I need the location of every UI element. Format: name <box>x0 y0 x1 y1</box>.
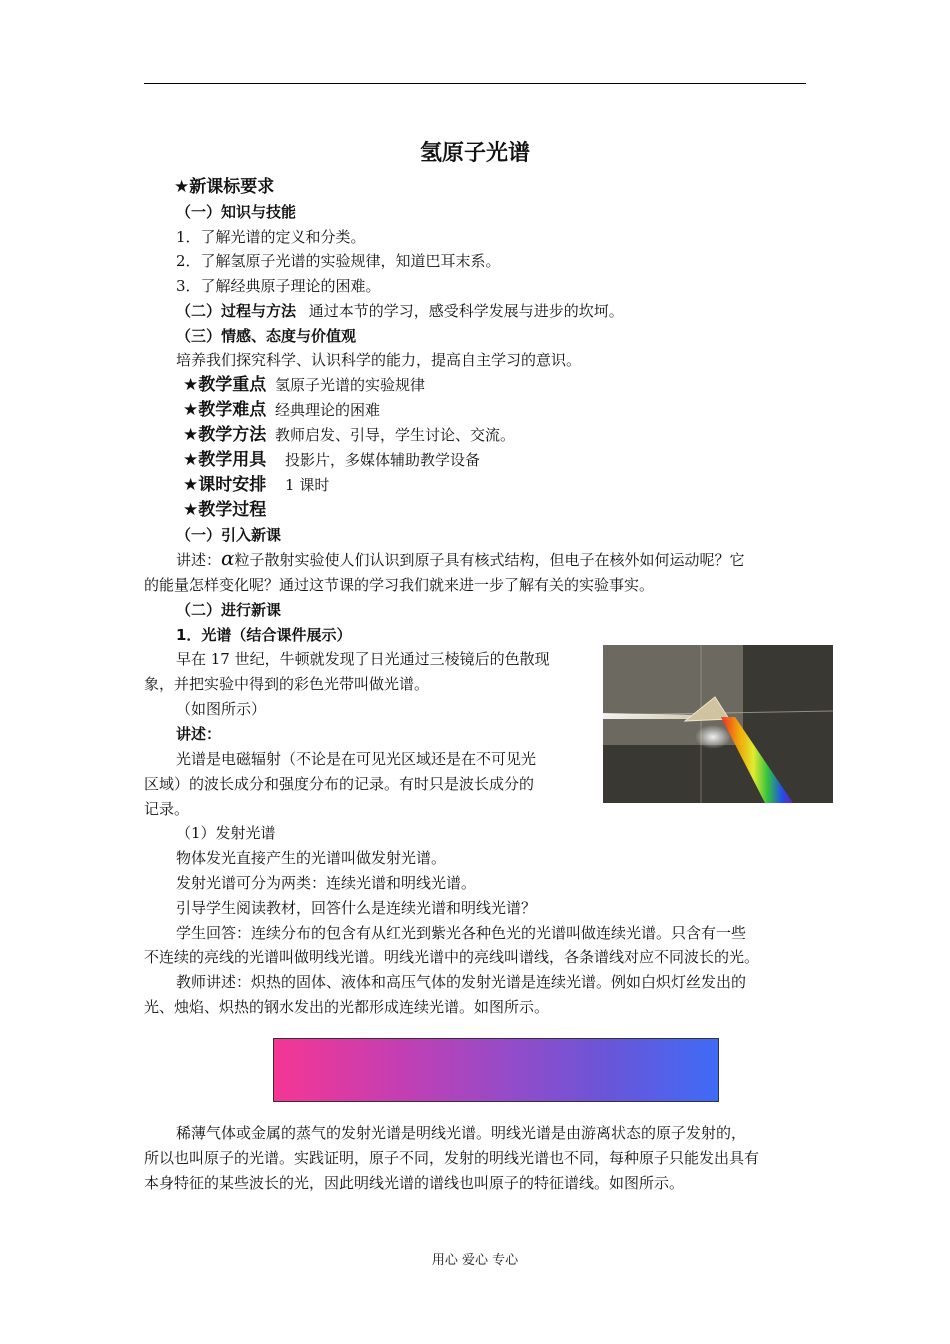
prism-photo <box>603 645 833 803</box>
emission-line-3: 引导学生阅读教材，回答什么是连续光谱和明线光谱？ <box>176 899 537 917</box>
process-text: 通过本节的学习，感受科学发展与进步的坎坷。 <box>308 302 624 320</box>
p1-line-2: 象，并把实验中得到的彩色光带叫做光谱。 <box>144 675 430 693</box>
prism-illustration <box>603 645 833 803</box>
page-footer: 用心 爱心 专心 <box>431 1253 519 1268</box>
method-line <box>183 425 515 445</box>
emission-line-4a: 学生回答：连续分布的包含有从红光到紫光各种色光的光谱叫做连续光谱。只含有一些 <box>176 924 747 942</box>
heading-emotion: （三）情感、态度与价值观 <box>176 327 357 345</box>
knowledge-item-1: 1．了解光谱的定义和分类。 <box>176 228 366 246</box>
intro-pre: 讲述： <box>176 551 222 569</box>
intro-line-2: 的能量怎样变化呢？通过这节课的学习我们就来进一步了解有关的实验事实。 <box>144 576 655 594</box>
knowledge-item-3: 3．了解经典原子理论的困难。 <box>176 277 381 295</box>
emission-line-5b: 光、烛焰、炽热的钢水发出的光都形成连续光谱。如图所示。 <box>144 998 550 1016</box>
heading-knowledge: （一）知识与技能 <box>176 203 297 221</box>
difficulty-line <box>183 400 380 420</box>
method-label: ★教学方法 <box>183 425 267 445</box>
p2-line-2: 区域）的波长成分和强度分布的记录。有时只是波长成分的 <box>144 775 535 793</box>
focus-text: 氢原子光谱的实验规律 <box>275 376 426 394</box>
lecture-label: 讲述： <box>176 725 222 743</box>
intro-post: 粒子散射实验使人们认识到原子具有核式结构，但电子在核外如何运动呢？它 <box>234 551 745 569</box>
alpha-symbol: α <box>221 546 235 570</box>
time-text: 1 课时 <box>285 476 330 494</box>
time-label: ★课时安排 <box>183 475 267 495</box>
emission-heading: （1）发射光谱 <box>176 824 276 842</box>
intro-heading: （一）引入新课 <box>176 526 282 544</box>
spectrum-heading: 1．光谱（结合课件展示） <box>176 626 352 644</box>
line-spectrum-3: 本身特征的某些波长的光，因此明线光谱的谱线也叫原子的特征谱线。如图所示。 <box>144 1174 685 1192</box>
focus-label: ★教学重点 <box>183 375 267 395</box>
tools-label: ★教学用具 <box>183 450 267 470</box>
tools-line <box>183 450 480 470</box>
emission-line-4b: 不连续的亮线的光谱叫做明线光谱。明线光谱中的亮线叫谱线，各条谱线对应不同波长的光。 <box>144 948 760 966</box>
line-spectrum-2: 所以也叫原子的光谱。实践证明，原子不同，发射的明线光谱也不同，每种原子只能发出具有 <box>144 1149 760 1167</box>
method-text: 教师启发、引导，学生讨论、交流。 <box>275 426 516 444</box>
page-title: 氢原子光谱 <box>419 141 530 166</box>
p1-line-1: 早在 17 世纪，牛顿就发现了日光通过三棱镜后的色散现 <box>176 650 550 668</box>
difficulty-text: 经典理论的困难 <box>275 401 381 419</box>
emission-line-2: 发射光谱可分为两类：连续光谱和明线光谱。 <box>176 874 477 892</box>
intro-line-1 <box>176 548 745 570</box>
process-label: （二）过程与方法 <box>176 302 297 320</box>
tools-text: 投影片，多媒体辅助教学设备 <box>285 451 481 469</box>
emission-line-1: 物体发光直接产生的光谱叫做发射光谱。 <box>176 849 447 867</box>
p2-line-1: 光谱是电磁辐射（不论是在可见光区域还是在不可见光 <box>176 750 537 768</box>
emission-line-5a: 教师讲述：炽热的固体、液体和高压气体的发射光谱是连续光谱。例如白炽灯丝发出的 <box>176 973 747 991</box>
teaching-process-heading: ★教学过程 <box>183 500 267 520</box>
continuous-spectrum-figure <box>273 1038 719 1102</box>
new-lesson-heading: （二）进行新课 <box>176 601 282 619</box>
p2-line-3: 记录。 <box>144 800 190 818</box>
process-method-line <box>176 301 624 321</box>
knowledge-item-2: 2．了解氢原子光谱的实验规律，知道巴耳末系。 <box>176 252 501 270</box>
emotion-text: 培养我们探究科学、认识科学的能力，提高自主学习的意识。 <box>176 351 582 369</box>
focus-line <box>183 375 425 395</box>
line-spectrum-1: 稀薄气体或金属的蒸气的发射光谱是明线光谱。明线光谱是由游离状态的原子发射的， <box>176 1124 747 1142</box>
difficulty-label: ★教学难点 <box>183 400 267 420</box>
p1-line-3: （如图所示） <box>176 700 267 718</box>
time-line <box>183 475 329 495</box>
section-standard: ★新课标要求 <box>174 177 275 197</box>
header-rule <box>144 83 806 84</box>
